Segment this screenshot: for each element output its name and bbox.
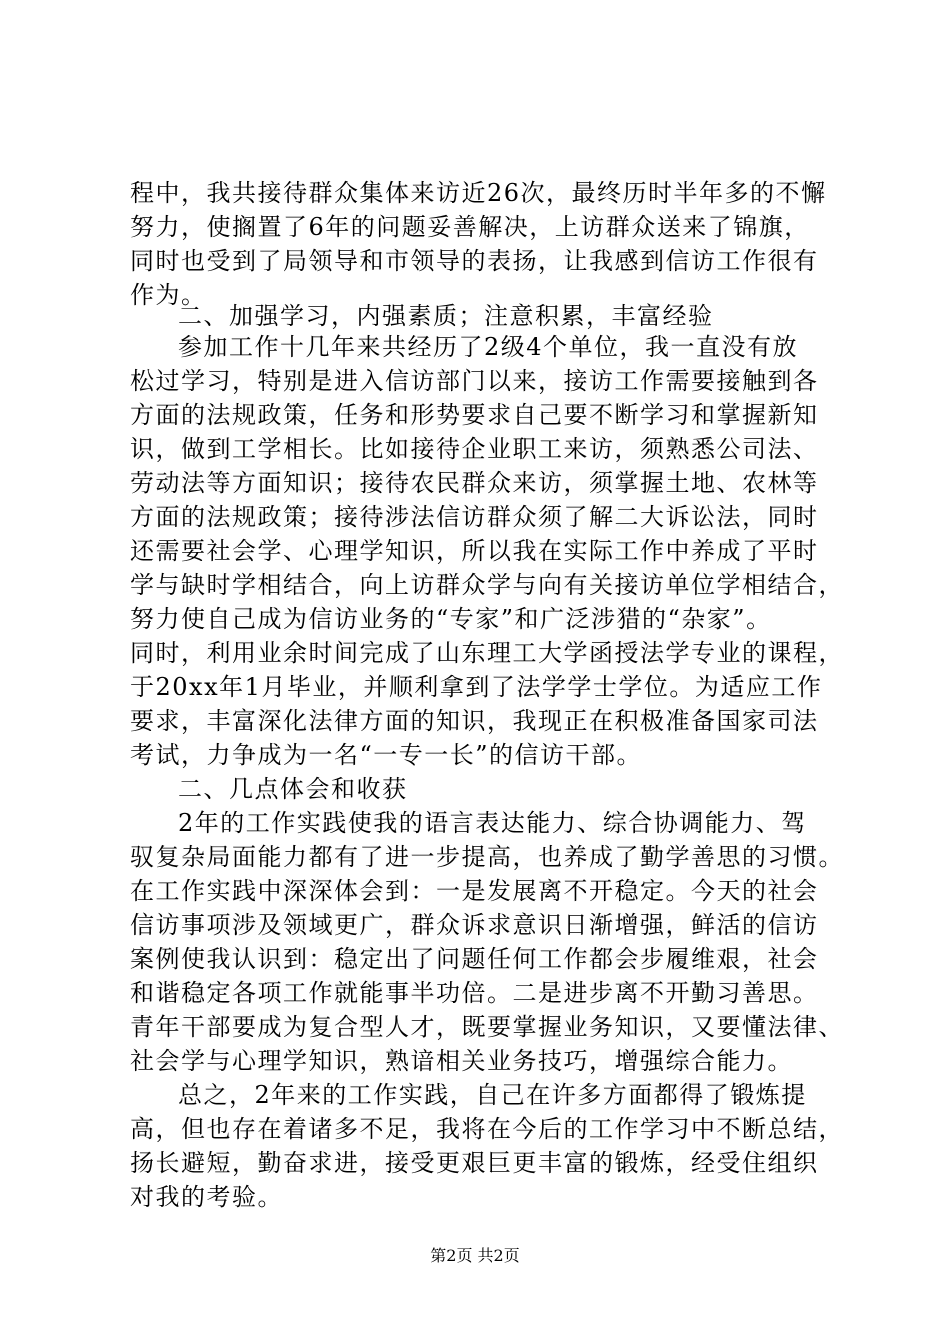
paragraph-line: 案例使我认识到：稳定出了问题任何工作都会步履维艰，社会 (130, 945, 819, 973)
paragraph-line: 学与缺时学相结合，向上访群众学与向有关接访单位学相结合， (130, 571, 844, 599)
paragraph-line: 识，做到工学相长。比如接待企业职工来访，须熟悉公司法、 (130, 435, 819, 463)
paragraph-line: 努力使自己成为信访业务的“专家”和广泛涉猎的“杂家”。 (130, 605, 772, 633)
paragraph-line: 总之，2年来的工作实践，自己在许多方面都得了锻炼提 (178, 1081, 807, 1109)
paragraph-line: 还需要社会学、心理学知识，所以我在实际工作中养成了平时 (130, 537, 819, 565)
paragraph-line: 信访事项涉及领域更广，群众诉求意识日渐增强，鲜活的信访 (130, 911, 819, 939)
paragraph-line: 劳动法等方面知识；接待农民群众来访，须掌握土地、农林等 (130, 469, 819, 497)
paragraph-line: 作为。 (130, 281, 207, 309)
paragraph-line: 努力，使搁置了6年的问题妥善解决，上访群众送来了锦旗， (130, 213, 810, 241)
paragraph-line: 青年干部要成为复合型人才，既要掌握业务知识，又要懂法律、 (130, 1013, 844, 1041)
paragraph-line: 在工作实践中深深体会到：一是发展离不开稳定。今天的社会 (130, 877, 819, 905)
paragraph-line: 对我的考验。 (130, 1183, 283, 1211)
paragraph-line: 同时，利用业余时间完成了山东理工大学函授法学专业的课程， (130, 639, 844, 667)
paragraph-line: 2年的工作实践使我的语言表达能力、综合协调能力、驾 (178, 809, 807, 837)
paragraph-line: 高，但也存在着诸多不足，我将在今后的工作学习中不断总结， (130, 1115, 844, 1143)
paragraph-line: 方面的法规政策；接待涉法信访群众须了解二大诉讼法，同时 (130, 503, 819, 531)
paragraph-line: 同时也受到了局领导和市领导的表扬，让我感到信访工作很有 (130, 247, 819, 275)
paragraph-line: 和谐稳定各项工作就能事半功倍。二是进步离不开勤习善思。 (130, 979, 819, 1007)
paragraph-line: 驭复杂局面能力都有了进一步提高，也养成了勤学善思的习惯。 (130, 843, 844, 871)
paragraph-line: 参加工作十几年来共经历了2级4个单位，我一直没有放 (178, 333, 799, 361)
paragraph-line: 要求，丰富深化法律方面的知识，我现正在积极准备国家司法 (130, 707, 819, 735)
paragraph-line: 方面的法规政策，任务和形势要求自己要不断学习和掌握新知 (130, 401, 819, 429)
paragraph-line: 社会学与心理学知识，熟谙相关业务技巧，增强综合能力。 (130, 1047, 793, 1075)
paragraph-line: 扬长避短，勤奋求进，接受更艰巨更丰富的锻炼，经受住组织 (130, 1149, 819, 1177)
section-heading: 二、几点体会和收获 (178, 775, 408, 803)
paragraph-line: 松过学习，特别是进入信访部门以来，接访工作需要接触到各 (130, 367, 819, 395)
paragraph-line: 考试，力争成为一名“一专一长”的信访干部。 (130, 741, 643, 769)
section-heading: 二、加强学习，内强素质；注意积累，丰富经验 (178, 302, 714, 330)
page-number-footer: 第2页 共2页 (430, 1246, 520, 1265)
paragraph-line: 于20xx年1月毕业，并顺利拿到了法学学士学位。为适应工作 (130, 673, 823, 701)
paragraph-line: 程中，我共接待群众集体来访近26次，最终历时半年多的不懈 (130, 179, 827, 207)
